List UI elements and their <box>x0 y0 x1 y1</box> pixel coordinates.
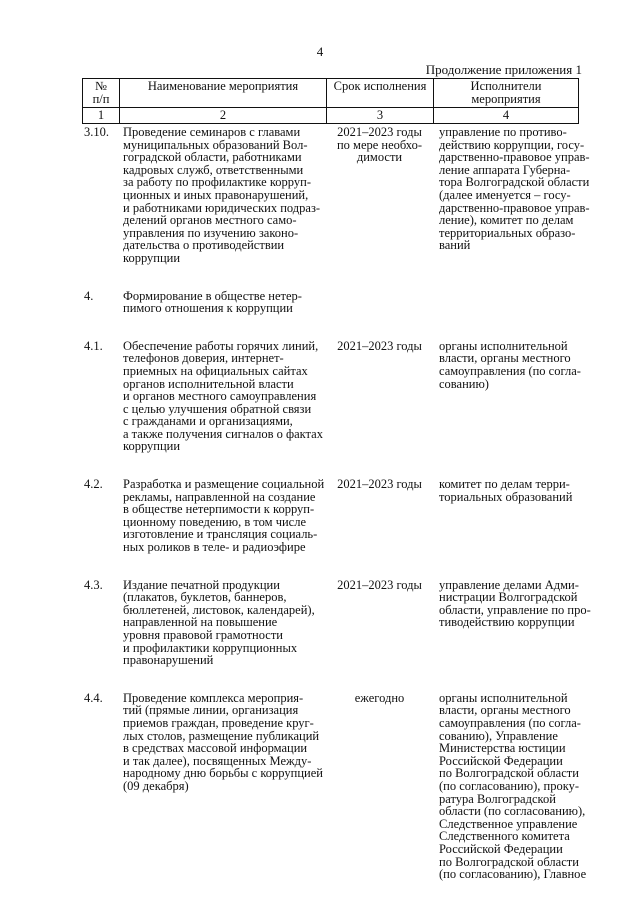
executors-cell <box>433 690 587 882</box>
measure-name-line: тий (прямые линии, организация <box>123 703 299 718</box>
measure-name-line: Формирование в обществе нетер- <box>123 288 302 303</box>
executors-line: ратура Волгоградской <box>439 791 556 806</box>
measure-name-line: приемных на официальных сайтах <box>123 363 308 378</box>
row-number: 4.1. <box>84 338 103 353</box>
measure-name-line: (09 декабря) <box>123 778 189 793</box>
measure-name-line: направленной на повышение <box>123 615 278 630</box>
executors-line: (по согласованию), проку- <box>439 778 580 793</box>
executors-line: органы исполнительной <box>439 690 568 705</box>
table-row <box>82 338 581 454</box>
executors-line: самоуправления (по согла- <box>439 363 581 378</box>
measure-name-line: правонарушений <box>123 653 214 668</box>
deadline-line: 2021–2023 годы <box>337 125 422 139</box>
executors-line: тиводействию коррупции <box>439 615 575 630</box>
measure-name-line: дательства о противодействии <box>123 238 285 253</box>
measure-name-line: и работниками юридических подраз- <box>123 200 321 215</box>
column-number: 1 <box>83 108 120 124</box>
measure-name-line: за работу по профилактике корруп- <box>123 175 311 190</box>
measure-name-line: изготовление и трансляция социаль- <box>123 527 318 542</box>
measure-name-line: лых столов, размещение публикаций <box>123 728 320 743</box>
executors-line: власти, органы местного <box>439 351 571 366</box>
row-number: 4. <box>84 288 94 303</box>
deadline-cell <box>326 478 433 554</box>
row-number: 4.4. <box>84 690 103 705</box>
executors-line: ториальных образований <box>439 489 573 504</box>
header-executors-line: Исполнители <box>470 79 542 93</box>
measure-name-line: Разработка и размещение социальной <box>123 477 325 492</box>
table-row <box>82 290 578 315</box>
executors-line: Следственное управление <box>439 816 578 831</box>
appendix-continuation-label: Продолжение приложения 1 <box>425 62 582 77</box>
executors-line: Российской Федерации <box>439 753 563 768</box>
measure-name-line: телефонов доверия, интернет- <box>123 351 284 366</box>
measure-name-line: (плакатов, буклетов, баннеров, <box>123 590 287 605</box>
measure-name-line: а также получения сигналов о фактах <box>123 426 323 441</box>
executors-line: территориальных образо- <box>439 225 576 240</box>
table-body <box>82 125 591 882</box>
table-row <box>82 577 591 668</box>
deadline-line: 2021–2023 годы <box>337 477 422 492</box>
executors-line: (по согласованию), Главное <box>439 867 587 882</box>
executors-cell <box>433 125 590 265</box>
executors-line: области (по согласованию), <box>439 804 586 819</box>
header-name: Наименование мероприятия <box>120 79 327 108</box>
measure-name-line: и так далее), посвященных Между- <box>123 753 312 768</box>
deadline-cell <box>326 126 433 265</box>
executors-line: ление аппарата Губерна- <box>439 162 571 177</box>
deadline-line: 2021–2023 годы <box>337 338 422 353</box>
executors-cell <box>433 577 591 667</box>
measure-name-cell <box>119 126 326 265</box>
executors-cell <box>433 290 578 315</box>
column-number: 3 <box>327 108 434 124</box>
column-number: 4 <box>434 108 579 124</box>
measure-name-cell <box>119 579 326 667</box>
measure-name-cell <box>119 478 326 554</box>
measure-name-line: Проведение семинаров с главами <box>123 125 301 139</box>
measure-name-cell <box>119 290 326 315</box>
measure-name-line: и профилактики коррупционных <box>123 640 298 655</box>
executors-line: управление по противо- <box>439 125 567 139</box>
measure-name-cell <box>119 692 326 881</box>
executors-line: по Волгоградской области <box>439 766 579 781</box>
measure-name-line: с гражданами и организациями, <box>123 414 293 429</box>
measure-name-line: коррупции <box>123 439 181 454</box>
executors-line: органы исполнительной <box>439 338 568 353</box>
executors-cell <box>433 478 578 554</box>
executors-line: самоуправления (по согла- <box>439 715 581 730</box>
measure-name-line: ционных и иных правонарушений, <box>123 187 309 202</box>
executors-line: (далее именуется – госу- <box>439 187 571 202</box>
measure-name-line: с целью улучшения обратной связи <box>123 401 312 416</box>
table-row <box>82 690 587 882</box>
measure-name-line: Обеспечение работы горячих линий, <box>123 338 319 353</box>
measure-name-line: рекламы, направленной на создание <box>123 489 316 504</box>
measure-name-line: уровня правовой грамотности <box>123 628 283 642</box>
executors-cell <box>433 338 581 453</box>
measure-name-line: ционному поведению, в том числе <box>123 514 307 529</box>
executors-line: управление делами Адми- <box>439 577 579 592</box>
executors-line: тора Волгоградской области <box>439 175 590 190</box>
executors-line: ваний <box>439 238 471 253</box>
table-header <box>82 78 578 124</box>
executors-line: дарственно-правовое управ- <box>439 200 590 215</box>
measure-name-line: кадровых служб, ответственными <box>123 162 304 177</box>
executors-line: дарственно-правовое управ- <box>439 150 590 165</box>
measure-name-line: в обществе нетерпимости к корруп- <box>123 502 315 517</box>
header-executors-line: мероприятия <box>471 92 541 106</box>
measure-name-line: делений органов местного само- <box>123 213 297 228</box>
column-number: 2 <box>120 108 327 124</box>
measure-name-line: и органов местного самоуправления <box>123 389 317 404</box>
executors-line: Российской Федерации <box>439 841 563 856</box>
deadline-line: 2021–2023 годы <box>337 577 422 592</box>
page-number: 4 <box>316 44 324 59</box>
executors-line: Следственного комитета <box>439 829 570 844</box>
deadline-line: ежегодно <box>354 690 405 705</box>
measure-name-line: ных роликов в теле- и радиоэфире <box>123 540 306 555</box>
row-number: 4.3. <box>84 577 103 592</box>
executors-line: области, управление по про- <box>439 602 591 617</box>
executors-line: власти, органы местного <box>439 703 571 718</box>
deadline-cell <box>326 692 433 881</box>
deadline-cell <box>326 290 433 315</box>
header-executors <box>434 79 579 108</box>
executors-line: по Волгоградской области <box>439 854 579 869</box>
header-term: Срок исполнения <box>327 79 434 108</box>
measure-name-line: бюллетеней, листовок, календарей), <box>123 602 315 617</box>
header-row <box>83 79 579 108</box>
header-num-line: № <box>95 79 107 93</box>
measure-name-line: народному дню борьбы с коррупцией <box>123 766 323 781</box>
column-number-row <box>83 108 579 124</box>
measure-name-line: управления по изучению законо- <box>123 225 299 240</box>
executors-line: сованию), Управление <box>439 728 558 743</box>
deadline-cell <box>326 340 433 453</box>
measure-name-cell <box>119 340 326 453</box>
row-number: 4.2. <box>84 477 103 492</box>
table-row <box>82 478 578 554</box>
deadline-cell <box>326 579 433 667</box>
table-row <box>82 125 590 265</box>
measure-name-line: гоградской области, работниками <box>123 150 302 165</box>
measure-name-line: коррупции <box>123 250 181 265</box>
executors-line: нистрации Волгоградской <box>439 590 578 605</box>
measure-name-line: муниципальных образований Вол- <box>123 137 308 152</box>
executors-line: ление), комитет по делам <box>439 213 574 228</box>
deadline-line: по мере необхо- <box>336 137 422 152</box>
measure-name-line: органов исполнительной власти <box>123 376 294 391</box>
measure-name-line: в средствах массовой информации <box>123 741 308 756</box>
executors-line: Министерства юстиции <box>439 741 566 756</box>
header-num <box>83 79 120 108</box>
row-number: 3.10. <box>84 125 109 139</box>
header-num-line: п/п <box>92 92 110 106</box>
measure-name-line: пимого отношения к коррупции <box>123 301 293 316</box>
executors-line: действию коррупции, госу- <box>439 137 585 152</box>
measure-name-line: приемов граждан, проведение круг- <box>123 715 314 730</box>
executors-line: сованию) <box>439 376 489 391</box>
measure-name-line: Издание печатной продукции <box>123 577 280 592</box>
measure-name-line: Проведение комплекса мероприя- <box>123 690 304 705</box>
executors-line: комитет по делам терри- <box>439 477 570 492</box>
deadline-line: димости <box>356 150 403 165</box>
